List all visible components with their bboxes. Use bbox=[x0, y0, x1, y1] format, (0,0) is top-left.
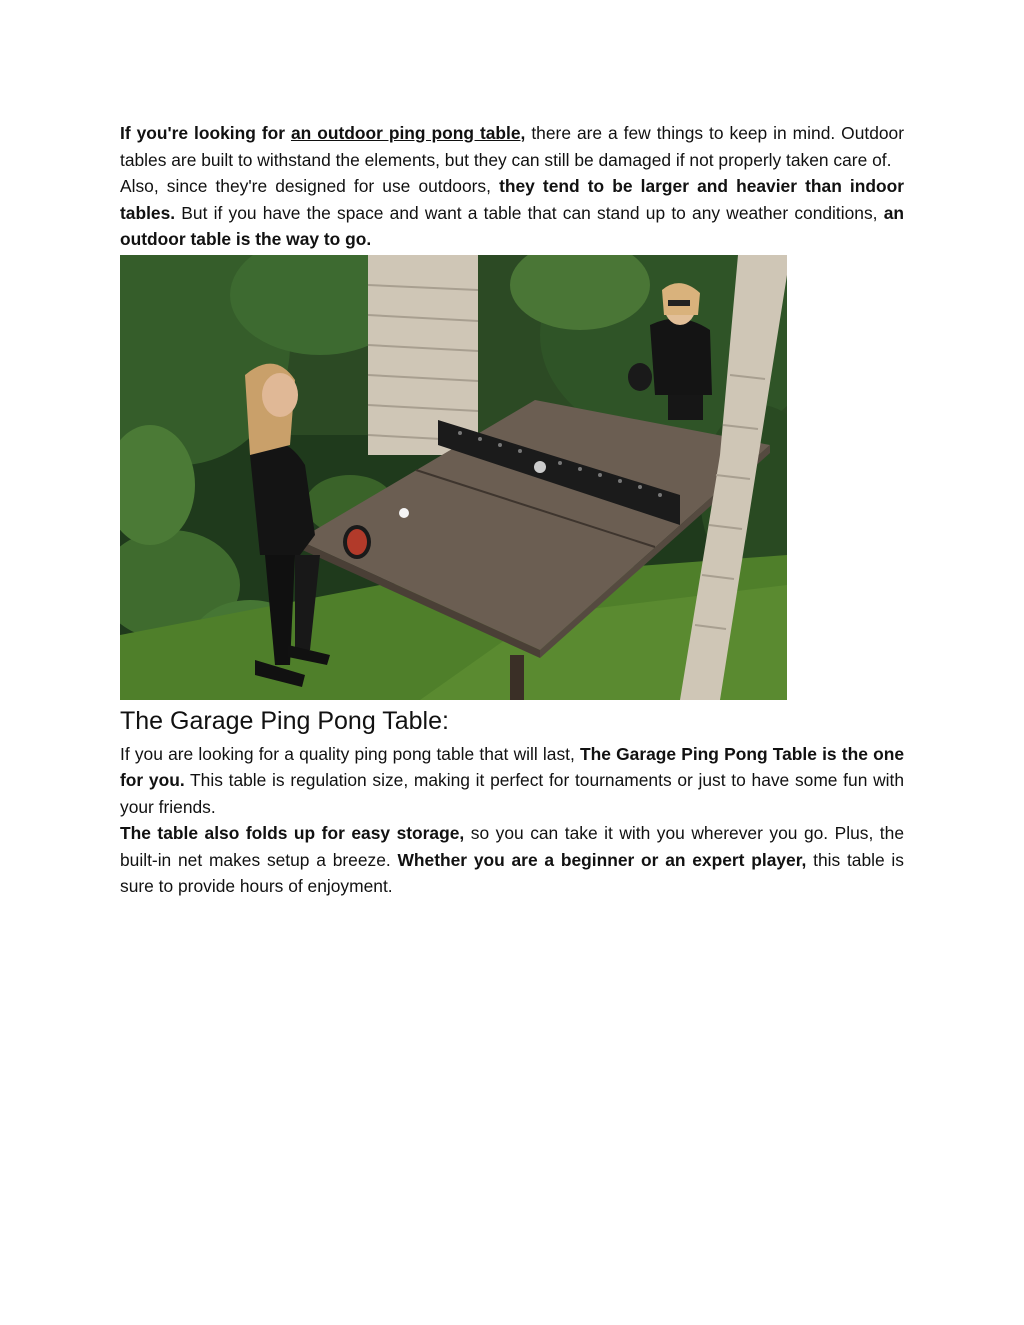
second-lead: Also, since they're designed for use outdoors, bbox=[120, 176, 500, 196]
section-heading: The Garage Ping Pong Table: bbox=[120, 706, 449, 735]
intro-paragraph bbox=[120, 120, 904, 173]
intro-rest: there are a few things to keep in mind. Outdoor tables are built to withstand the elements, but they can still be damaged if not properly taken care of. bbox=[120, 123, 905, 170]
ping-pong-photo bbox=[120, 255, 787, 700]
section-p1-lead: If you are looking for a quality ping pong table that will last, bbox=[120, 743, 581, 764]
section-p1-rest: This table is regulation size, making it perfect for tournaments or just to have some fun with your friends. bbox=[120, 770, 905, 817]
section-p2-rest: this table is sure to provide hours of enjoyment. bbox=[120, 849, 904, 896]
second-paragraph bbox=[120, 173, 904, 253]
intro-bold-lead: If you're looking for bbox=[120, 123, 291, 143]
section-p2-bold-1: The table also folds up for easy storage, bbox=[120, 823, 465, 843]
second-bold-2: an outdoor table is the way to go. bbox=[120, 202, 904, 249]
second-bold-1: they tend to be larger and heavier than indoor tables. bbox=[120, 176, 905, 223]
section-p1-bold: The Garage Ping Pong Table is the one for you. bbox=[120, 743, 904, 790]
section-paragraph-1 bbox=[120, 741, 904, 821]
outdoor-table-link[interactable]: an outdoor ping pong table, bbox=[290, 123, 526, 143]
article-body bbox=[120, 120, 904, 900]
section-paragraph-2 bbox=[120, 820, 904, 900]
section-p2-middle: so you can take it with you wherever you go. Plus, the built-in net makes setup a breeze. bbox=[120, 823, 904, 870]
second-middle: But if you have the space and want a table that can stand up to any weather conditions, bbox=[175, 202, 884, 223]
section-p2-bold-2: Whether you are a beginner or an expert player, bbox=[397, 849, 807, 870]
